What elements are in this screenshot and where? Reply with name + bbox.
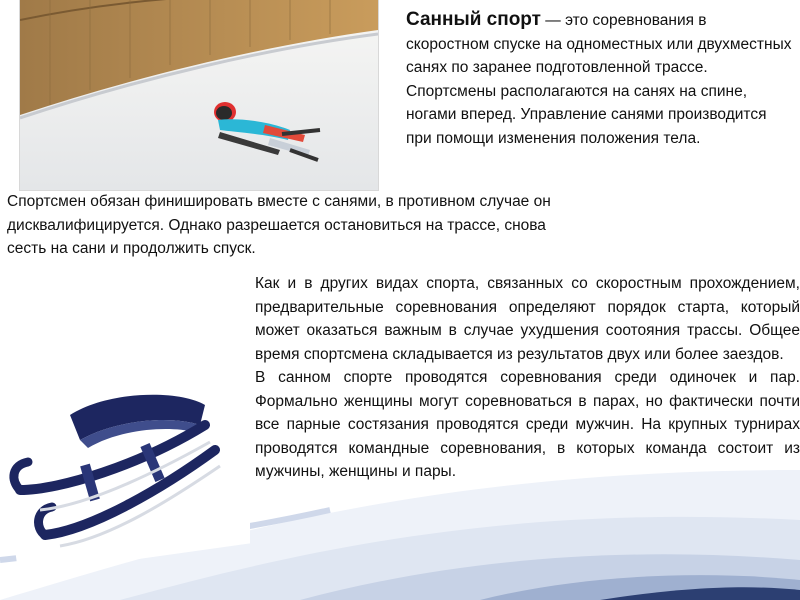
luge-athlete-photo (20, 0, 378, 190)
luge-sled-photo (0, 370, 250, 570)
finish-rule-text: Спортсмен обязан финишировать вместе с санями, в противном случае он дисквалифицируется. Однако разрешается остановиться на трассе, снова сесть на сани и продолжить спуск. (7, 193, 551, 257)
sport-term: Санный спорт (406, 9, 541, 30)
sport-definition: — это соревнования в скоростном спуске на одноместных или двухместных санях по заранее подготовленной трассе. Спортсмены располагаются на санях на спине, ногами вперед. Управление санями производится при помощи изменения положения тела. (406, 12, 792, 147)
start-order-paragraph: Как и в других видах спорта, связанных со скоростным прохождением, предварительные соревнования определяют порядок старта, который может оказаться важным в случае ухудшения соотояния трассы. Общее время спортсмена складывается из результатов двух или более заездов. (255, 275, 800, 363)
competition-types-paragraph: В санном спорте проводятся соревнования среди одиночек и пар. Формально женщины могут соревноваться в парах, но фактически почти все парные состязания проводятся среди мужчин. На крупных турнирах проводятся командные соревнования, в которых команда состоит из мужчины, женщины и пары. (255, 369, 800, 480)
intro-definition (406, 8, 794, 150)
main-text (255, 272, 800, 484)
